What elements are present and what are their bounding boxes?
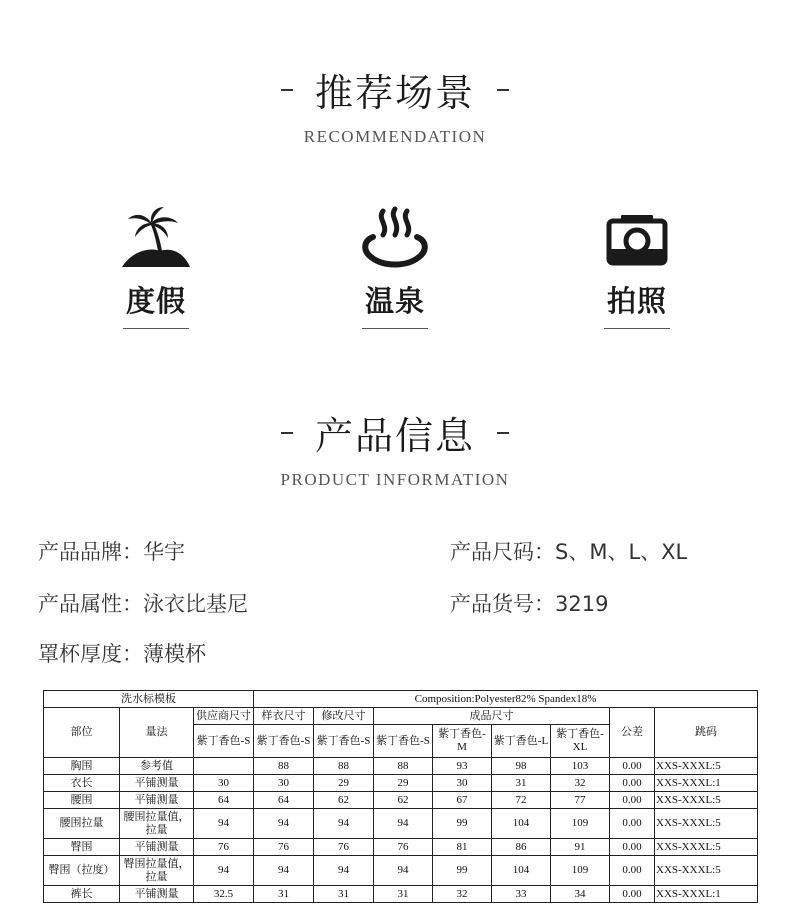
table-row bbox=[44, 792, 758, 809]
scene-hot-spring-underline bbox=[362, 328, 428, 329]
cell-value: 94 bbox=[254, 809, 314, 839]
cell-grading: XXS-XXXL:1 bbox=[655, 775, 758, 792]
cell-value: 76 bbox=[374, 839, 433, 856]
cell-value: 93 bbox=[433, 758, 492, 775]
cell-grading: XXS-XXXL:5 bbox=[655, 809, 758, 839]
header-grading: 跳码 bbox=[655, 708, 758, 758]
cell-value: 109 bbox=[551, 856, 610, 886]
cell-value: 64 bbox=[194, 792, 254, 809]
color-finished-l: 紫丁香色-L bbox=[492, 725, 551, 758]
color-sample: 紫丁香色-S bbox=[254, 725, 314, 758]
cell-value: 76 bbox=[314, 839, 374, 856]
product-item-number: 产品货号：3219 bbox=[450, 592, 609, 616]
cell-value: 94 bbox=[254, 856, 314, 886]
cell-value: 76 bbox=[194, 839, 254, 856]
cell-value: 30 bbox=[194, 775, 254, 792]
cell-part: 臀围 bbox=[44, 839, 120, 856]
size-table-body bbox=[44, 758, 758, 903]
product-subtitle: PRODUCT INFORMATION bbox=[280, 470, 510, 489]
recommendation-subtitle: RECOMMENDATION bbox=[303, 127, 487, 146]
header-tolerance: 公差 bbox=[610, 708, 655, 758]
cell-value: 31 bbox=[314, 886, 374, 903]
camera-icon bbox=[601, 205, 673, 269]
cell-value: 72 bbox=[492, 792, 551, 809]
header-supplier: 供应商尺寸 bbox=[194, 708, 254, 725]
cell-value: 104 bbox=[492, 809, 551, 839]
color-supplier: 紫丁香色-S bbox=[194, 725, 254, 758]
cell-value: 29 bbox=[374, 775, 433, 792]
color-finished-m: 紫丁香色-M bbox=[433, 725, 492, 758]
cell-value: 94 bbox=[194, 809, 254, 839]
cell-value: 34 bbox=[551, 886, 610, 903]
table-row bbox=[44, 775, 758, 792]
table-row-template bbox=[44, 691, 758, 708]
cell-method: 平铺测量 bbox=[120, 839, 194, 856]
scene-vacation-label: 度假 bbox=[125, 284, 186, 318]
cell-method: 腰围拉量值，拉量 bbox=[120, 809, 194, 839]
cell-part: 胸围 bbox=[44, 758, 120, 775]
cell-part: 腰围 bbox=[44, 792, 120, 809]
table-row bbox=[44, 809, 758, 839]
cell-part: 腰围拉量 bbox=[44, 809, 120, 839]
cell-tolerance: 0.00 bbox=[610, 856, 655, 886]
cell-value: 94 bbox=[314, 809, 374, 839]
cell-value: 81 bbox=[433, 839, 492, 856]
cell-value: 88 bbox=[314, 758, 374, 775]
cell-tolerance: 0.00 bbox=[610, 792, 655, 809]
product-brand: 产品品牌：华宇 bbox=[38, 540, 185, 564]
cell-grading: XXS-XXXL:5 bbox=[655, 792, 758, 809]
cell-tolerance: 0.00 bbox=[610, 886, 655, 903]
product-cup-thickness: 罩杯厚度：薄模杯 bbox=[38, 642, 206, 666]
scene-vacation bbox=[86, 205, 226, 329]
table-header-row bbox=[44, 708, 758, 725]
table-row bbox=[44, 839, 758, 856]
cell-value: 31 bbox=[492, 775, 551, 792]
cell-value: 91 bbox=[551, 839, 610, 856]
cell-grading: XXS-XXXL:5 bbox=[655, 758, 758, 775]
cell-value: 31 bbox=[374, 886, 433, 903]
scene-hot-spring-label: 温泉 bbox=[364, 284, 425, 318]
cell-tolerance: 0.00 bbox=[610, 775, 655, 792]
cell-value: 77 bbox=[551, 792, 610, 809]
cell-value: 88 bbox=[254, 758, 314, 775]
cell-value: 86 bbox=[492, 839, 551, 856]
product-header bbox=[0, 405, 790, 490]
cell-part: 衣长 bbox=[44, 775, 120, 792]
cell-value: 32.5 bbox=[194, 886, 254, 903]
cell-method: 平铺测量 bbox=[120, 775, 194, 792]
header-sample: 样衣尺寸 bbox=[254, 708, 314, 725]
composition-cell: Composition:Polyester82% Spandex18% bbox=[254, 691, 758, 708]
table-row bbox=[44, 758, 758, 775]
cell-value: 67 bbox=[433, 792, 492, 809]
cell-grading: XXS-XXXL:5 bbox=[655, 839, 758, 856]
cell-value: 62 bbox=[314, 792, 374, 809]
size-table bbox=[43, 690, 758, 903]
color-finished-s: 紫丁香色-S bbox=[374, 725, 433, 758]
cell-value: 104 bbox=[492, 856, 551, 886]
table-row bbox=[44, 886, 758, 903]
scene-hot-spring bbox=[325, 205, 465, 329]
cell-tolerance: 0.00 bbox=[610, 809, 655, 839]
cell-value: 30 bbox=[254, 775, 314, 792]
cell-value: 103 bbox=[551, 758, 610, 775]
header-finished: 成品尺寸 bbox=[374, 708, 610, 725]
cell-value: 62 bbox=[374, 792, 433, 809]
recommendation-title-row bbox=[0, 62, 790, 117]
product-title-row bbox=[0, 405, 790, 460]
cell-value bbox=[194, 758, 254, 775]
cell-value: 76 bbox=[254, 839, 314, 856]
cell-value: 88 bbox=[374, 758, 433, 775]
cell-grading: XXS-XXXL:1 bbox=[655, 886, 758, 903]
scene-photo-underline bbox=[604, 328, 670, 329]
cell-part: 裤长 bbox=[44, 886, 120, 903]
title-dash-left bbox=[281, 89, 293, 91]
header-modified: 修改尺寸 bbox=[314, 708, 374, 725]
template-cell: 洗水标模板 bbox=[44, 691, 254, 708]
cell-value: 32 bbox=[433, 886, 492, 903]
cell-method: 臀围拉量值，拉量 bbox=[120, 856, 194, 886]
cell-value: 33 bbox=[492, 886, 551, 903]
color-modified: 紫丁香色-S bbox=[314, 725, 374, 758]
hot-spring-icon bbox=[359, 205, 431, 269]
cell-value: 94 bbox=[314, 856, 374, 886]
cell-value: 29 bbox=[314, 775, 374, 792]
palm-island-icon bbox=[120, 205, 192, 269]
cell-method: 参考值 bbox=[120, 758, 194, 775]
cell-value: 32 bbox=[551, 775, 610, 792]
product-attribute: 产品属性：泳衣比基尼 bbox=[38, 592, 248, 616]
cell-value: 94 bbox=[374, 856, 433, 886]
cell-value: 64 bbox=[254, 792, 314, 809]
title-dash-right bbox=[497, 89, 509, 91]
scene-photo-label: 拍照 bbox=[606, 284, 667, 318]
cell-value: 98 bbox=[492, 758, 551, 775]
cell-value: 30 bbox=[433, 775, 492, 792]
cell-tolerance: 0.00 bbox=[610, 758, 655, 775]
cell-value: 94 bbox=[374, 809, 433, 839]
cell-value: 109 bbox=[551, 809, 610, 839]
scene-vacation-underline bbox=[123, 328, 189, 329]
cell-method: 平铺测量 bbox=[120, 886, 194, 903]
product-title: 产品信息 bbox=[314, 414, 475, 458]
cell-value: 31 bbox=[254, 886, 314, 903]
scene-photo bbox=[567, 205, 707, 329]
header-part: 部位 bbox=[44, 708, 120, 758]
cell-value: 94 bbox=[194, 856, 254, 886]
color-finished-xl: 紫丁香色-XL bbox=[551, 725, 610, 758]
title-dash-left bbox=[281, 432, 293, 434]
cell-method: 平铺测量 bbox=[120, 792, 194, 809]
cell-grading: XXS-XXXL:5 bbox=[655, 856, 758, 886]
recommendation-title: 推荐场景 bbox=[314, 71, 475, 115]
table-row bbox=[44, 856, 758, 886]
cell-part: 臀围（拉度） bbox=[44, 856, 120, 886]
cell-tolerance: 0.00 bbox=[610, 839, 655, 856]
recommendation-header bbox=[0, 62, 790, 147]
product-size: 产品尺码：S、M、L、XL bbox=[450, 540, 688, 564]
title-dash-right bbox=[497, 432, 509, 434]
header-method: 量法 bbox=[120, 708, 194, 758]
cell-value: 99 bbox=[433, 809, 492, 839]
cell-value: 99 bbox=[433, 856, 492, 886]
